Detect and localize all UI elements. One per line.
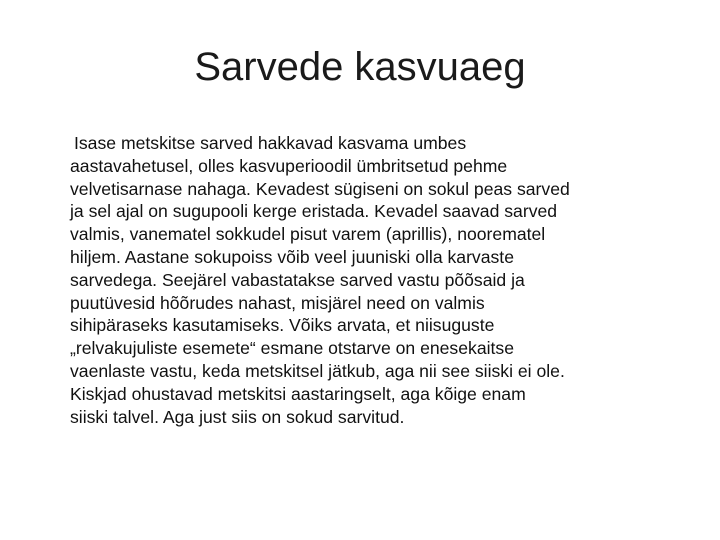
slide-body-text (70, 132, 690, 428)
body-line: Kiskjad ohustavad metskitsi aastaringselt, aga kõige enam (70, 383, 526, 404)
body-line: ja sel ajal on sugupooli kerge eristada. Kevadel saavad sarved (70, 201, 558, 222)
body-line: puutüvesid hõõrudes nahast, misjärel need on valmis (70, 292, 485, 313)
slide-title: Sarvede kasvuaeg (194, 45, 526, 89)
body-line: Isase metskitse sarved hakkavad kasvama umbes (74, 133, 467, 153)
body-line: „relvakujuliste esemete“ esmane otstarve on enesekaitse (70, 338, 514, 359)
body-line: sarvedega. Seejärel vabastatakse sarved vastu põõsaid ja (70, 269, 525, 290)
body-line: hiljem. Aastane sokupoiss võib veel juuniski olla karvaste (70, 246, 514, 267)
body-line: sihipäraseks kasutamiseks. Võiks arvata, et niisuguste (70, 315, 495, 336)
body-line: valmis, vanematel sokkudel pisut varem (aprillis), noorematel (70, 224, 546, 245)
body-line: velvetisarnase nahaga. Kevadest sügiseni on sokul peas sarved (70, 178, 570, 199)
body-line: siiski talvel. Aga just siis on sokud sarvitud. (70, 406, 405, 427)
body-line: vaenlaste vastu, keda metskitsel jätkub, aga nii see siiski ei ole. (70, 360, 565, 381)
body-line: aastavahetusel, olles kasvuperioodil ümbritsetud pehme (70, 155, 508, 176)
